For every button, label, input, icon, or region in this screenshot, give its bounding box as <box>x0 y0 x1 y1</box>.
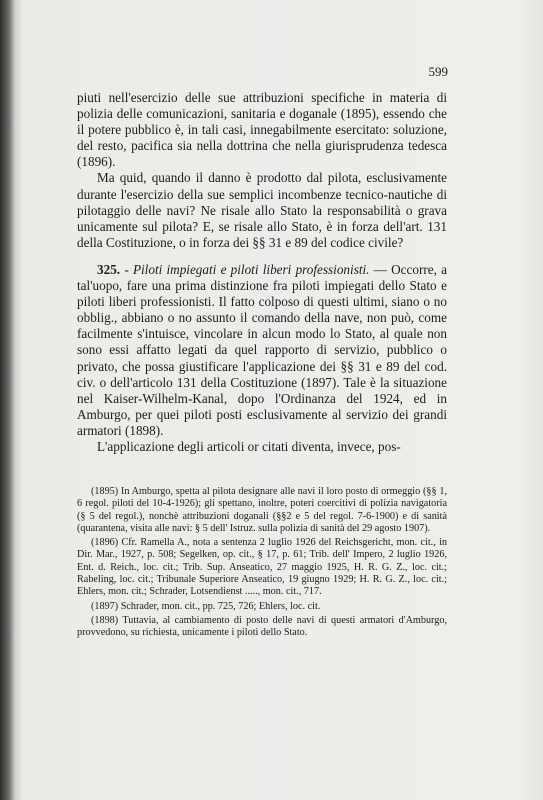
paragraph-last-line: L'applicazione degli articoli or citati diventa, invece, pos- <box>97 438 401 454</box>
page-number: 599 <box>428 64 448 79</box>
paragraph-question: Ma quid, quando il danno è prodotto dal pilota, esclusivamente durante l'esercizio della sue semplici incombenze tecnico-nautiche di pilotaggio delle navi? Ne risale allo Stato la responsabilità o grava unicamente sul pilota? E, se risale allo Stato, è in forza dell'art. 131 della Costituzione, o in forza dei §§ 31 e 89 del codice civile? <box>77 170 447 250</box>
main-text <box>77 90 447 455</box>
section-title: - Piloti impiegati e piloti liberi professionisti. <box>124 261 370 277</box>
footnote-1898: (1898) Tuttavia, al cambiamento di posto delle navi di questi armatori d'Amburgo, provvedono, su richiesta, unicamente i piloti dello Stato. <box>77 614 447 639</box>
footnote-1896: (1896) Cfr. Ramella A., nota a sentenza 2 luglio 1926 del Reichsgericht, mon. cit., in Dir. Mar., 1927, p. 508; Segelken, op. cit., § 17, p. 61; Trib. dell' Impero, 2 luglio 1926, Ent. d. Reich., loc. cit.; Trib. Sup. Anseatico, 27 maggio 1925, H. R. G. Z., loc. cit.; Rabeling, loc. cit.; Tribunale Superiore Anseatico, 19 giugno 1929; H. R. G. Z., loc. cit.; Ehlers, mon. cit.; Schrader, Lotsendienst ....., mon. cit., 717. <box>77 537 447 598</box>
section-325 <box>77 262 447 439</box>
footnote-1895: (1895) In Amburgo, spetta al pilota designare alle navi il loro posto di ormeggio (§§ 1, 6 regol. piloti del 10-4-1926); gli spettano, inoltre, poteri coercitivi di polizia navigatoria (§ 5 del regol.), nonchè attribuzioni doganali (§§2 e 5 del regol. 7-6-1900) e di sanità (quarantena, visita alle navi: § 5 dell' Istruz. sulla polizia di sanità del 29 agosto 1907). <box>77 486 447 534</box>
section-number: 325. <box>97 261 121 277</box>
footnotes <box>77 486 447 642</box>
section-text: — Occorre, a tal'uopo, fare una prima distinzione fra piloti impiegati dello Stato e piloti liberi professionisti. Il fatto colposo di questi ultimi, siano o no obblig., abbiano o no assunto il comando della nave, non può, come facilmente s'intuisce, vincolare in alcun modo lo Stato, al quale non sono essi affatto legati da quel rapporto di servizio, pubblico o privato, che possa giustificare l'applicazione dei §§ 31 e 89 del cod. civ. o dell'articolo 131 della Costituzione (1897). Tale è la situazione nel Kaiser-Wilhelm-Kanal, dopo l'Ordinanza del 1924, ed in Amburgo, per quei piloti posti esclusivamente al servizio dei grandi armatori (1898). <box>77 261 447 438</box>
footnote-1897: (1897) Schrader, mon. cit., pp. 725, 726; Ehlers, loc. cit. <box>91 600 321 612</box>
paragraph-continuation: piuti nell'esercizio delle sue attribuzioni specifiche in materia di polizia delle comunicazioni, sanitaria e doganale (1895), essendo che il potere pubblico è, in tali casi, innegabilmente esercitato: soluzione, del resto, pacifica sia nella dottrina che nella giurisprudenza tedesca (1896). <box>77 90 447 170</box>
